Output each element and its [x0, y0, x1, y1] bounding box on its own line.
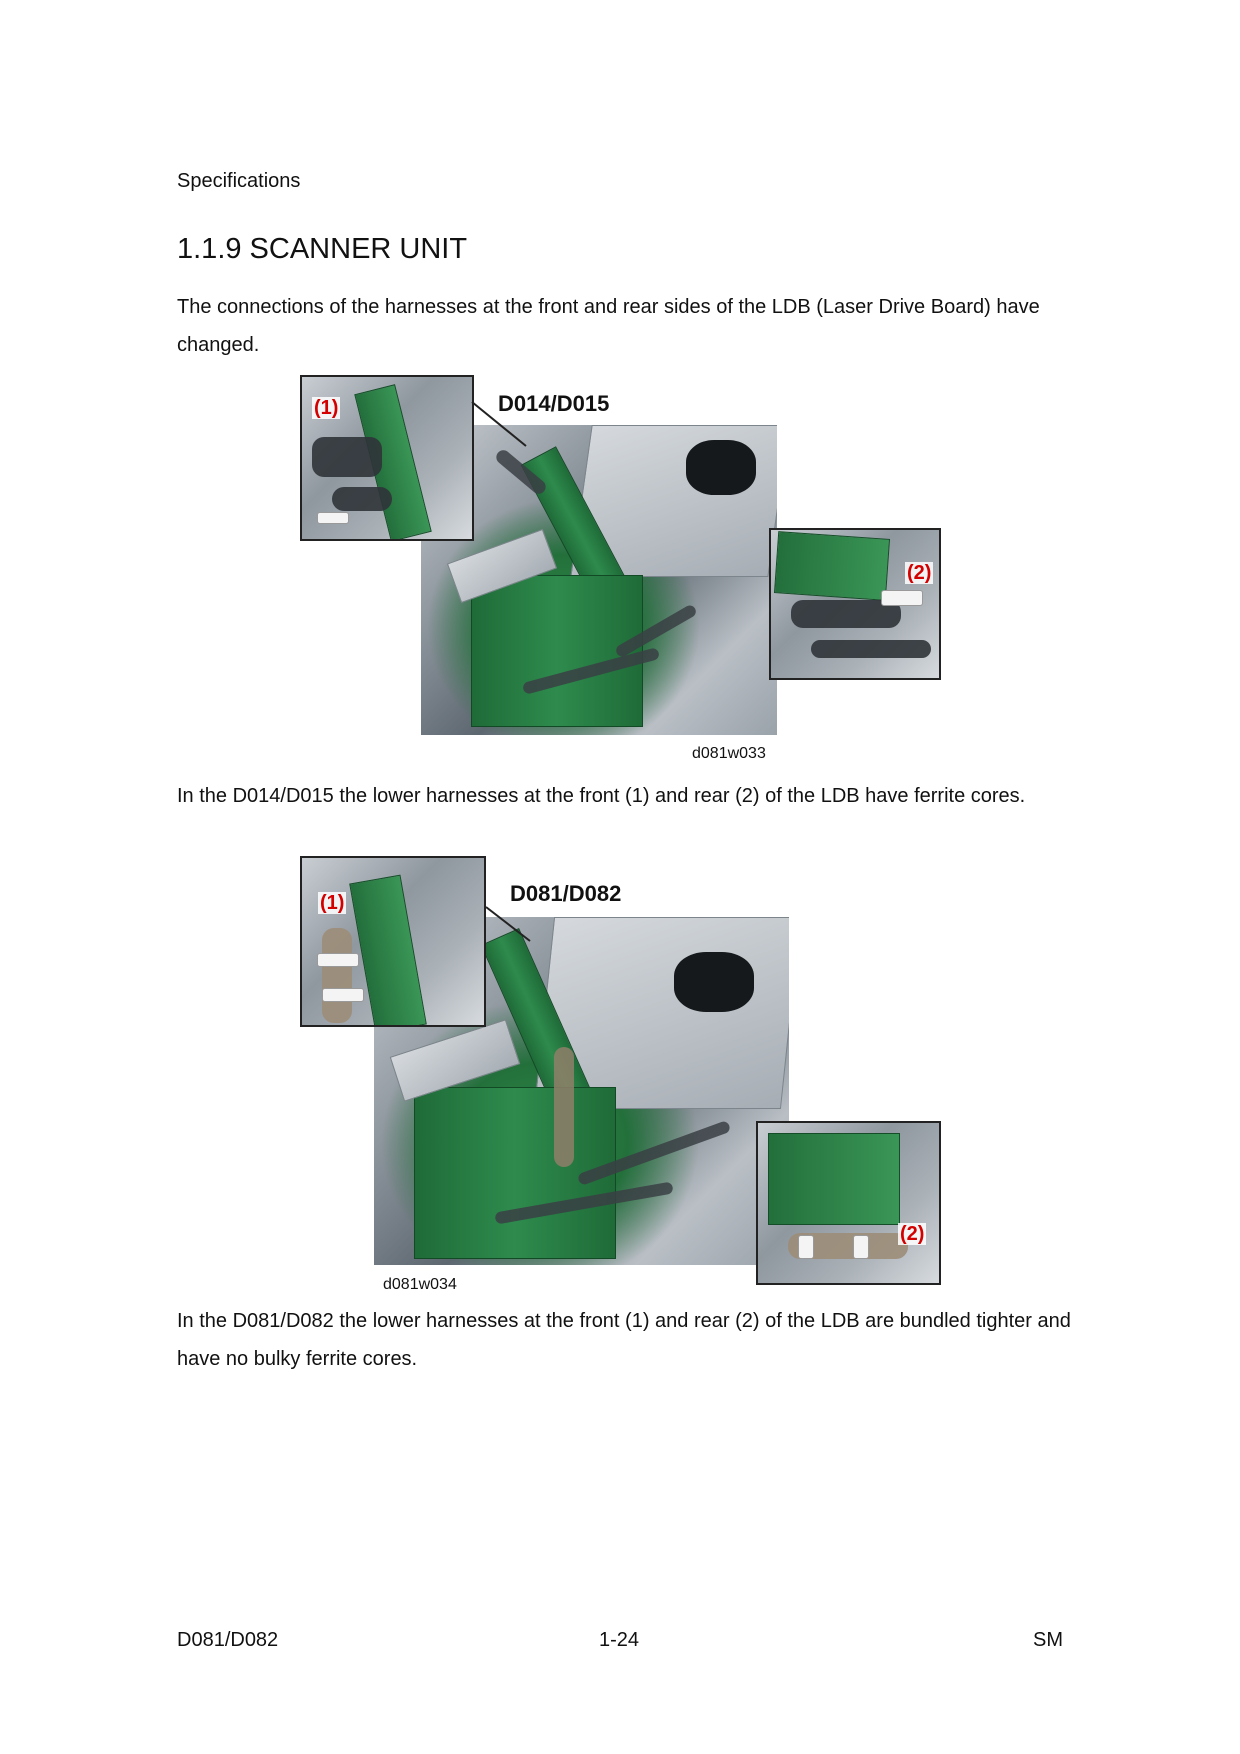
inset-rear-harness	[769, 528, 941, 680]
intro-paragraph: The connections of the harnesses at the front and rear sides of the LDB (Laser Drive Board) have changed.	[177, 296, 1040, 356]
footer-model: D081/D082	[177, 1629, 279, 1651]
inset-front-harness	[300, 856, 486, 1027]
callout-1: (1)	[320, 892, 345, 914]
caption-paragraph-1: In the D014/D015 the lower harnesses at the front (1) and rear (2) of the LDB have ferrite cores.	[177, 785, 1026, 807]
leader-line-1	[484, 905, 534, 945]
figure-id: d081w034	[383, 1276, 457, 1293]
footer-manual-type: SM	[1033, 1629, 1063, 1651]
inset-front-harness	[300, 375, 474, 541]
figure-id: d081w033	[692, 745, 766, 762]
running-header: Specifications	[177, 170, 301, 192]
main-photo	[421, 425, 777, 735]
inset-rear-harness	[756, 1121, 941, 1285]
callout-2: (2)	[900, 1223, 925, 1245]
caption-paragraph-2: In the D081/D082 the lower harnesses at the front (1) and rear (2) of the LDB are bundled tighter and have no bulky ferrite cores.	[177, 1310, 1071, 1370]
section-title: 1.1.9 SCANNER UNIT	[177, 233, 468, 265]
footer-page-number: 1-24	[599, 1629, 640, 1651]
callout-2: (2)	[907, 562, 932, 584]
figure-label: D081/D082	[510, 881, 622, 906]
callout-1: (1)	[314, 397, 339, 419]
figure-label: D014/D015	[498, 391, 610, 416]
